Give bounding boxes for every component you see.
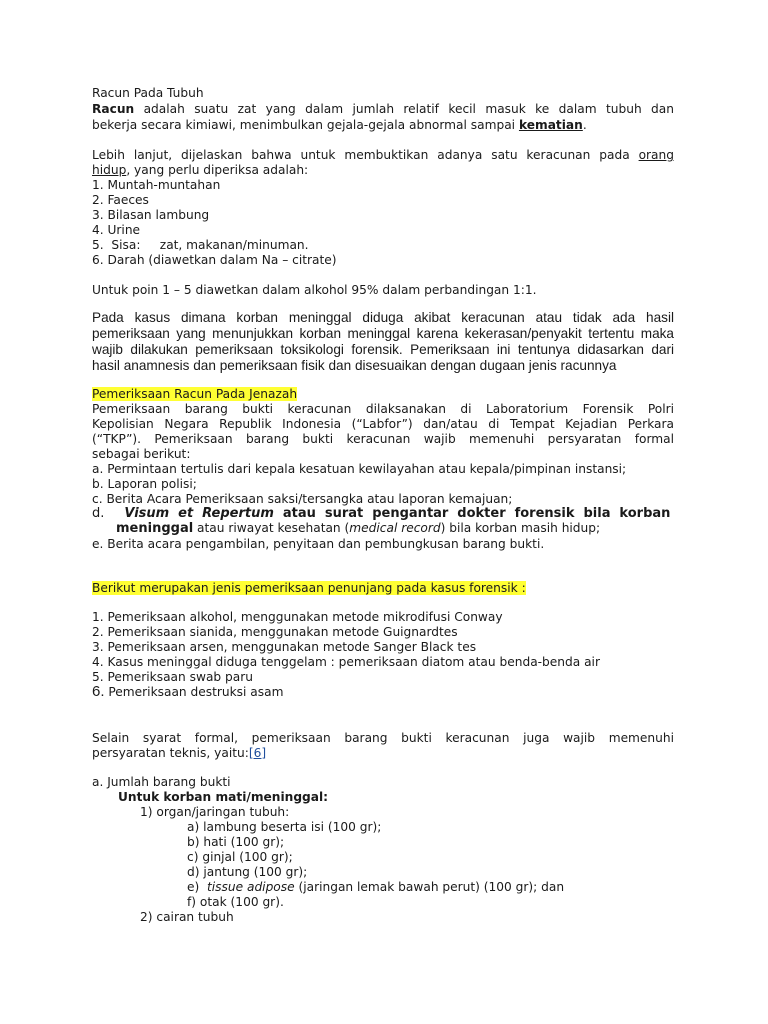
list-item: 2. Pemeriksaan sianida, menggunakan metode Guignardtes — [92, 625, 458, 639]
list-item-d-line-2: meninggal atau riwayat kesehatan (medical record) bila korban masih hidup; — [116, 521, 601, 536]
preservation-note: Untuk poin 1 – 5 diawetkan dalam alkohol 95% dalam perbandingan 1:1. — [92, 283, 537, 297]
list-item: 6. Pemeriksaan destruksi asam — [92, 683, 284, 700]
list-item: 2) cairan tubuh — [140, 910, 234, 924]
section2-intro-line: sebagai berikut: — [92, 447, 191, 461]
paragraph-line: wajib dilakukan pemeriksaan toksikologi forensik. Pemeriksaan ini tentunya didasarkan dari — [92, 342, 674, 357]
list-item: 2. Faeces — [92, 193, 149, 207]
section-heading-jenazah: Pemeriksaan Racun Pada Jenazah — [92, 387, 298, 401]
list-item: 1. Pemeriksaan alkohol, menggunakan metode mikrodifusi Conway — [92, 610, 503, 624]
technical-intro-line-2: persyaratan teknis, yaitu:[6] — [92, 746, 267, 760]
reference-link[interactable]: [6] — [248, 746, 267, 760]
link-orang-hidup-2[interactable]: hidup — [92, 163, 127, 177]
list-item: 5. Pemeriksaan swab paru — [92, 670, 253, 684]
paragraph-line: Pada kasus dimana korban meninggal diduga akibat keracunan atau tidak ada hasil — [92, 310, 674, 325]
section2-intro-line: (“TKP”). Pemeriksaan barang bukti keracunan wajib memenuhi persyaratan formal — [92, 432, 674, 446]
list-item: a. Jumlah barang bukti — [92, 775, 231, 789]
list-item: 4. Urine — [92, 223, 141, 237]
section2-intro-line: Kepolisian Negara Republik Indonesia (“Labfor”) dan/atau di Tempat Kejadian Perkara — [92, 417, 674, 431]
section-heading-penunjang: Berikut merupakan jenis pemeriksaan penunjang pada kasus forensik : — [92, 581, 526, 595]
list-item: f) otak (100 gr). — [187, 895, 284, 909]
list-item: b) hati (100 gr); — [187, 835, 285, 849]
paragraph-line: pemeriksaan yang menunjukkan korban meninggal karena kekerasan/penyakit tertentu maka — [92, 326, 674, 341]
list-item-d-line-1: d. Visum et Repertum atau surat pengantar dokter forensik bila korban — [92, 506, 671, 521]
list-item: c) ginjal (100 gr); — [187, 850, 293, 864]
definition-line-1: Racun adalah suatu zat yang dalam jumlah relatif kecil masuk ke dalam tubuh dan — [92, 102, 674, 116]
term-racun: Racun — [92, 102, 135, 116]
list-item: 4. Kasus meninggal diduga tenggelam : pemeriksaan diatom atau benda-benda air — [92, 655, 600, 669]
section2-intro-line: Pemeriksaan barang bukti keracunan dilaksanakan di Laboratorium Forensik Polri — [92, 402, 674, 416]
list-item: e) tissue adipose (jaringan lemak bawah perut) (100 gr); dan — [187, 880, 565, 894]
intro-line-2: hidup, yang perlu diperiksa adalah: — [92, 163, 309, 177]
list-item: 6. Darah (diawetkan dalam Na – citrate) — [92, 253, 337, 267]
list-item: b. Laporan polisi; — [92, 477, 197, 491]
list-item: 3. Bilasan lambung — [92, 208, 210, 222]
list-item: a. Permintaan tertulis dari kepala kesatuan kewilayahan atau kepala/pimpinan instansi; — [92, 462, 627, 476]
intro-line-1: Lebih lanjut, dijelaskan bahwa untuk membuktikan adanya satu keracunan pada orang — [92, 148, 674, 162]
definition-line-2: bekerja secara kimiawi, menimbulkan gejala-gejala abnormal sampai kematian. — [92, 118, 587, 132]
technical-intro-line-1: Selain syarat formal, pemeriksaan barang bukti keracunan juga wajib memenuhi — [92, 731, 674, 745]
list-item: 1) organ/jaringan tubuh: — [140, 805, 290, 819]
list-item: e. Berita acara pengambilan, penyitaan dan pembungkusan barang bukti. — [92, 537, 545, 551]
link-kematian[interactable]: kematian — [518, 118, 583, 132]
list-item: 3. Pemeriksaan arsen, menggunakan metode Sanger Black tes — [92, 640, 477, 654]
subheading-korban-mati: Untuk korban mati/meninggal: — [118, 790, 329, 804]
list-item: c. Berita Acara Pemeriksaan saksi/tersangka atau laporan kemajuan; — [92, 492, 513, 506]
list-item: 5. Sisa: zat, makanan/minuman. — [92, 238, 309, 252]
list-item: a) lambung beserta isi (100 gr); — [187, 820, 382, 834]
paragraph-line: hasil anamnesis dan pemeriksaan fisik dan disesuaikan dengan dugaan jenis racunnya — [92, 358, 617, 373]
link-orang-hidup-1[interactable]: orang — [638, 148, 674, 162]
list-item: d) jantung (100 gr); — [187, 865, 308, 879]
list-item: 1. Muntah-muntahan — [92, 178, 221, 192]
section-title-racun: Racun Pada Tubuh — [92, 86, 204, 100]
